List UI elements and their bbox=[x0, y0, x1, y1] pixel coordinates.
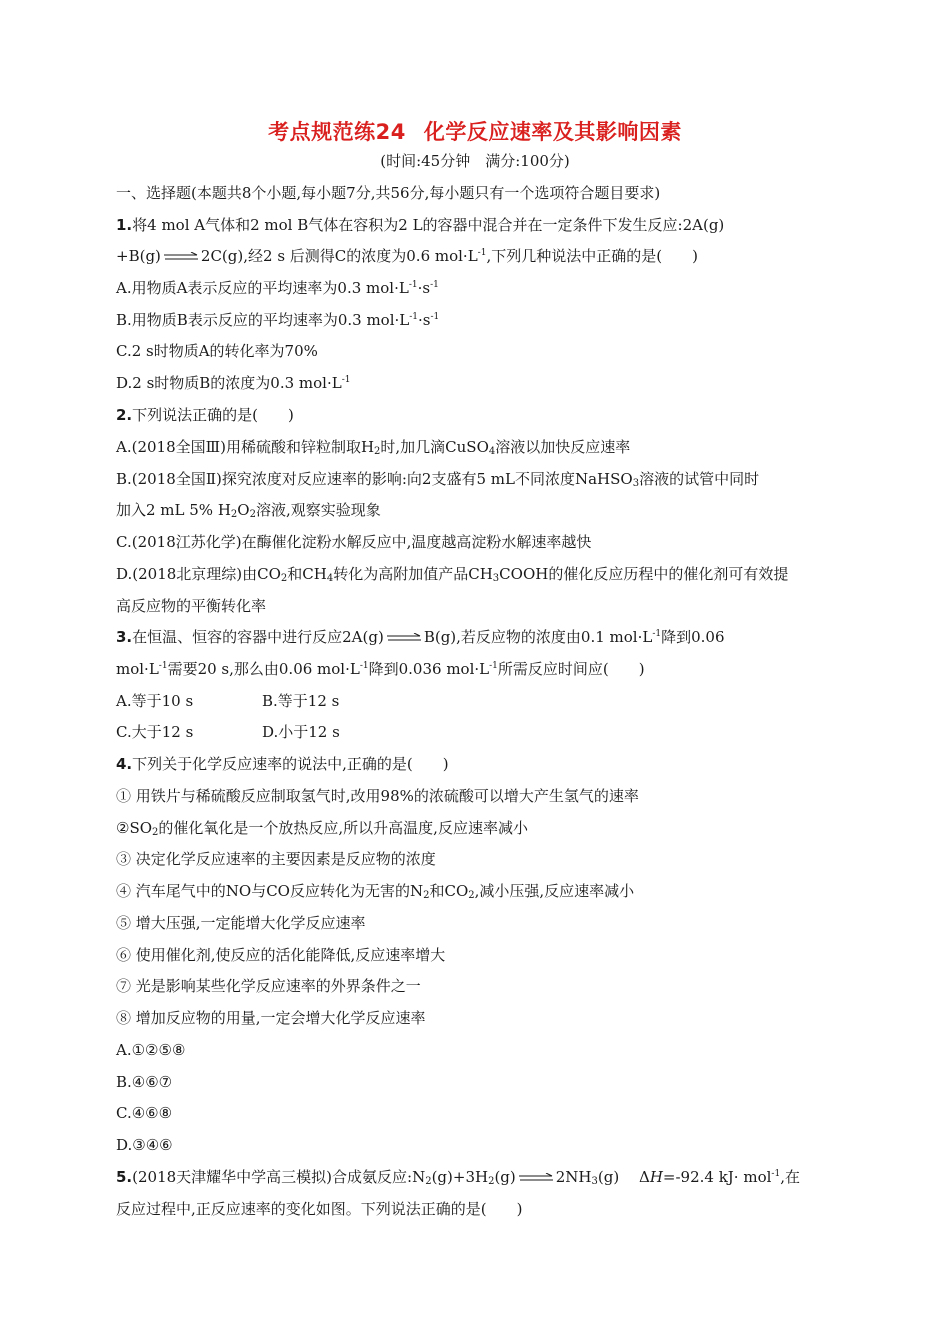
q5-stem-line1: 5.(2018天津耀华中学高三模拟)合成氨反应:N2(g)+3H2(g) 2NH3(g) ΔH=-92.4 kJ· mol$^{-1}$,在 bbox=[116, 1168, 800, 1187]
q2-option-a: A.(2018全国Ⅲ)用稀硫酸和锌粒制取H2时,加几滴CuSO4溶液以加快反应速率 bbox=[116, 438, 631, 457]
q3-options-row1 bbox=[116, 691, 193, 711]
q4-statement-7: ⑦ 光是影响某些化学反应速率的外界条件之一 bbox=[116, 977, 421, 995]
title-topic: 化学反应速率及其影响因素 bbox=[423, 120, 682, 144]
q3-option-d: D.小于12 s bbox=[262, 723, 340, 741]
q1-option-a: A.用物质A表示反应的平均速率为0.3 $mol\cdot L^{-1}\cdot s^{-1}$ bbox=[116, 279, 439, 297]
q1-option-d: D.2 s时物质B的浓度为0.3 $mol\cdot L^{-1}$ bbox=[116, 374, 351, 392]
q3-option-c: C.大于12 s bbox=[116, 723, 194, 741]
q4-number: 4. bbox=[116, 755, 133, 773]
q1-stem-line1: 1.将4 mol A气体和2 mol B气体在容积为2 L的容器中混合并在一定条件下发生反应:2A(g) bbox=[116, 216, 725, 234]
q4-statement-3: ③ 决定化学反应速率的主要因素是反应物的浓度 bbox=[116, 850, 436, 868]
q4-statement-6: ⑥ 使用催化剂,使反应的活化能降低,反应速率增大 bbox=[116, 946, 446, 964]
q3-stem-line2: $mol\cdot L^{-1}$需要20 s,那么由0.06 $mol\cdot L^{-1}$降到0.036 $mol\cdot L^{-1}$所需反应时间应( ) bbox=[116, 660, 645, 678]
q2-number: 2. bbox=[116, 406, 133, 424]
q1-option-b: B.用物质B表示反应的平均速率为0.3 $mol\cdot L^{-1}\cdot s^{-1}$ bbox=[116, 311, 440, 329]
q2-option-b-line1: B.(2018全国Ⅱ)探究浓度对反应速率的影响:向2支盛有5 mL不同浓度NaHSO3溶液的试管中同时 bbox=[116, 470, 760, 489]
q4-option-c: C.④⑥⑧ bbox=[116, 1104, 173, 1122]
q4-option-b: B.④⑥⑦ bbox=[116, 1073, 173, 1091]
q4-statement-2: ②SO2的催化氧化是一个放热反应,所以升高温度,反应速率减小 bbox=[116, 819, 528, 838]
q1-stem-line2: +B(g) 2C(g),经2 s 后测得C的浓度为0.6 $mol\cdot L^{-1}$,下列几种说法中正确的是( ) bbox=[116, 247, 698, 265]
q2-option-d-line2: 高反应物的平衡转化率 bbox=[116, 597, 267, 615]
q3-option-b: B.等于12 s bbox=[262, 692, 340, 710]
q4-statement-8: ⑧ 增加反应物的用量,一定会增大化学反应速率 bbox=[116, 1009, 426, 1027]
q3-number: 3. bbox=[116, 628, 133, 646]
q3-stem-line1: 3.在恒温、恒容的容器中进行反应2A(g) B(g),若反应物的浓度由0.1 $mol\cdot L^{-1}$降到0.06 bbox=[116, 628, 725, 646]
q5-number: 5. bbox=[116, 1168, 133, 1186]
title-main: 考点规范练24 bbox=[268, 120, 406, 144]
q4-statement-5: ⑤ 增大压强,一定能增大化学反应速率 bbox=[116, 914, 366, 932]
subtitle: (时间:45分钟 满分:100分) bbox=[380, 152, 570, 170]
q1-option-c: C.2 s时物质A的转化率为70% bbox=[116, 342, 318, 360]
section-heading: 一、选择题(本题共8个小题,每小题7分,共56分,每小题只有一个选项符合题目要求) bbox=[116, 184, 661, 202]
q2-option-c: C.(2018江苏化学)在酶催化淀粉水解反应中,温度越高淀粉水解速率越快 bbox=[116, 533, 592, 551]
q2-stem: 2.下列说法正确的是( ) bbox=[116, 406, 294, 424]
page-title bbox=[0, 116, 950, 146]
q1-number: 1. bbox=[116, 216, 133, 234]
q2-option-b-line2: 加入2 mL 5% H2O2溶液,观察实验现象 bbox=[116, 501, 381, 520]
q4-statement-1: ① 用铁片与稀硫酸反应制取氢气时,改用98%的浓硫酸可以增大产生氢气的速率 bbox=[116, 787, 639, 805]
q3-option-a: A.等于10 s bbox=[116, 692, 194, 710]
q4-stem: 4.下列关于化学反应速率的说法中,正确的是( ) bbox=[116, 755, 449, 773]
q2-option-d-line1: D.(2018北京理综)由CO2和CH4转化为高附加值产品CH3COOH的催化反应历程中的催化剂可有效提 bbox=[116, 565, 789, 584]
equilibrium-arrow-icon bbox=[516, 1167, 556, 1187]
equilibrium-arrow-icon bbox=[384, 627, 424, 647]
q4-statement-4: ④ 汽车尾气中的NO与CO反应转化为无害的N2和CO2,减小压强,反应速率减小 bbox=[116, 882, 635, 901]
equilibrium-arrow-icon bbox=[161, 246, 201, 266]
q4-option-a: A.①②⑤⑧ bbox=[116, 1041, 186, 1059]
q5-stem-line2: 反应过程中,正反应速率的变化如图。下列说法正确的是( ) bbox=[116, 1200, 523, 1218]
q4-option-d: D.③④⑥ bbox=[116, 1136, 173, 1154]
